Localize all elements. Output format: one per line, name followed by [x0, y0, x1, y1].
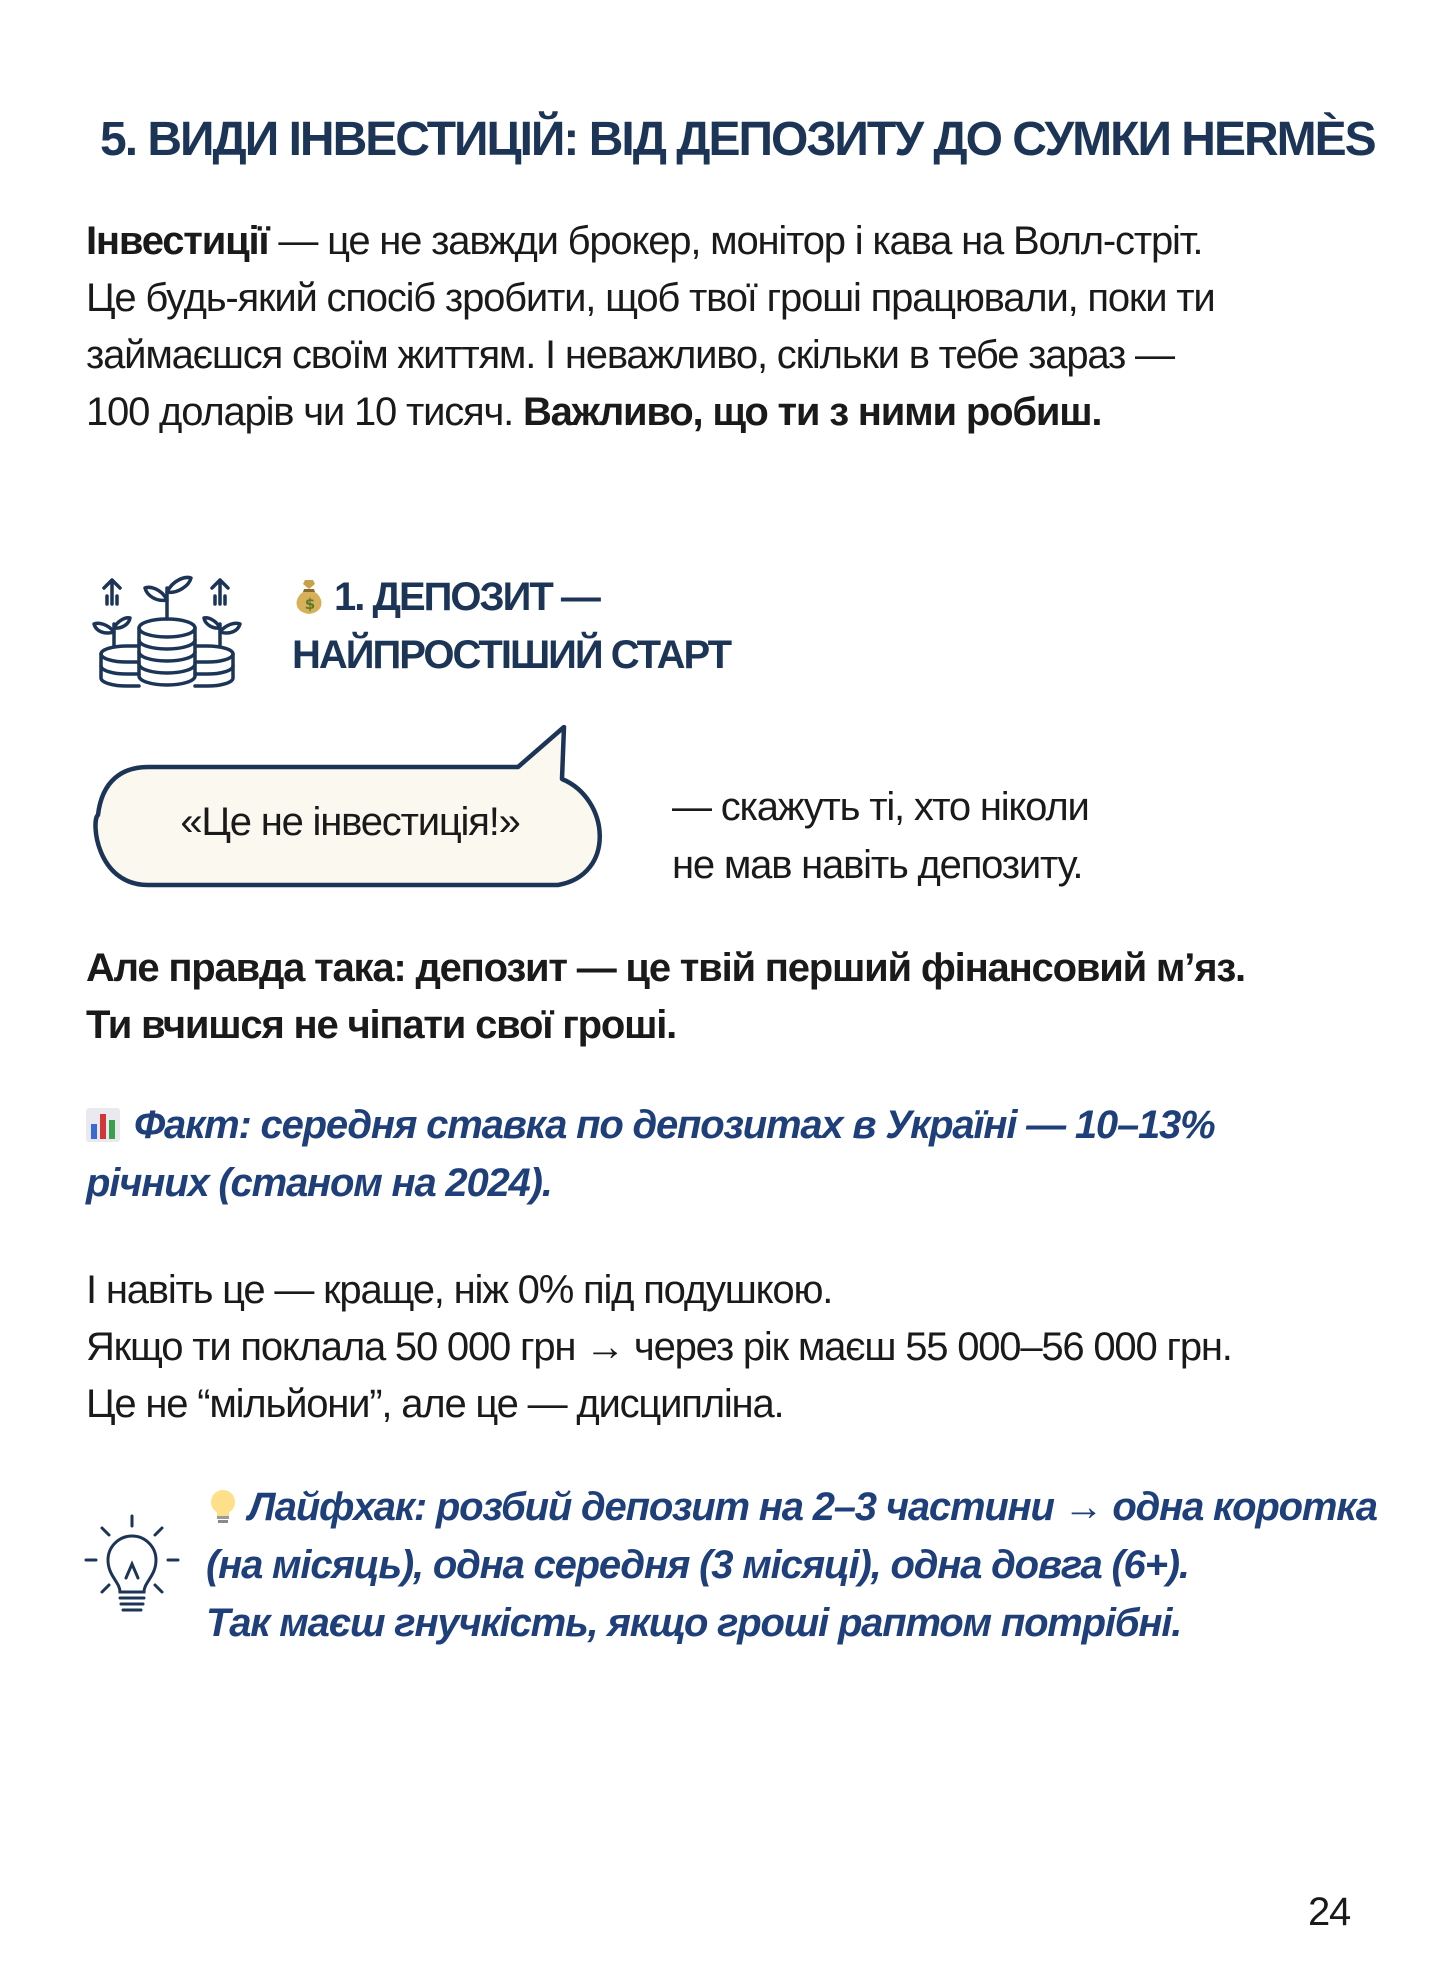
- tip-line3: Так маєш гнучкість, якщо гроші раптом потрібні.: [206, 1601, 1182, 1645]
- bubble-caption-line1: — скажуть ті, хто ніколи: [672, 785, 1089, 829]
- example-paragraph: [86, 1262, 1386, 1433]
- section-heading-line2: НАЙПРОСТІШИЙ СТАРТ: [292, 633, 731, 677]
- lightbulb-icon: [82, 1512, 182, 1622]
- section-heading: [292, 568, 730, 684]
- svg-text:$: $: [304, 595, 314, 613]
- intro-paragraph: [86, 213, 1386, 441]
- tip-line1: Лайфхак: розбий депозит на 2–3 частини → одна коротка: [248, 1485, 1377, 1529]
- bubble-caption-line2: не мав навіть депозиту.: [672, 843, 1083, 887]
- section-heading-line1: 1. ДЕПОЗИТ —: [334, 575, 599, 619]
- example-line1: І навіть це — краще, ніж 0% під подушкою.: [86, 1268, 833, 1312]
- bulb-emoji-icon: [206, 1488, 240, 1526]
- page-title: 5. ВИДИ ІНВЕСТИЦІЙ: ВІД ДЕПОЗИТУ ДО СУМКИ HERMÈS: [100, 113, 1375, 166]
- truth-line2: Ти вчишся не чіпати свої гроші.: [86, 1003, 677, 1047]
- lifehack-callout: [206, 1478, 1377, 1652]
- intro-line3: займаєшся своїм життям. І неважливо, скільки в тебе зараз —: [86, 333, 1174, 377]
- fact-line1: Факт: середня ставка по депозитах в Україні — 10–13%: [134, 1103, 1215, 1147]
- truth-line1: Але правда така: депозит — це твій перший фінансовий м’яз.: [86, 946, 1245, 990]
- money-bag-icon: [292, 578, 326, 616]
- example-line2: Якщо ти поклала 50 000 грн → через рік маєш 55 000–56 000 грн.: [86, 1325, 1232, 1369]
- intro-line4: 100 доларів чи 10 тисяч.: [86, 390, 523, 434]
- page-number: 24: [1308, 1890, 1351, 1934]
- intro-line1: — це не завжди брокер, монітор і кава на Волл-стріт.: [268, 219, 1203, 263]
- intro-line4-bold: Важливо, що ти з ними робиш.: [522, 390, 1102, 434]
- coins-growth-icon: [82, 558, 252, 698]
- tip-line2: (на місяць), одна середня (3 місяці), одна довга (6+).: [206, 1543, 1189, 1587]
- bubble-quote: «Це не інвестиція!»: [180, 800, 520, 844]
- truth-paragraph: [86, 940, 1386, 1054]
- fact-callout: [86, 1096, 1214, 1212]
- bubble-caption: [672, 778, 1089, 894]
- example-line3: Це не “мільйони”, але це — дисципліна.: [86, 1382, 784, 1426]
- fact-line2: річних (станом на 2024).: [86, 1161, 552, 1205]
- intro-line2: Це будь-який спосіб зробити, щоб твої гроші працювали, поки ти: [86, 276, 1215, 320]
- intro-lead: Інвестиції: [86, 219, 269, 263]
- bar-chart-icon: [86, 1108, 120, 1142]
